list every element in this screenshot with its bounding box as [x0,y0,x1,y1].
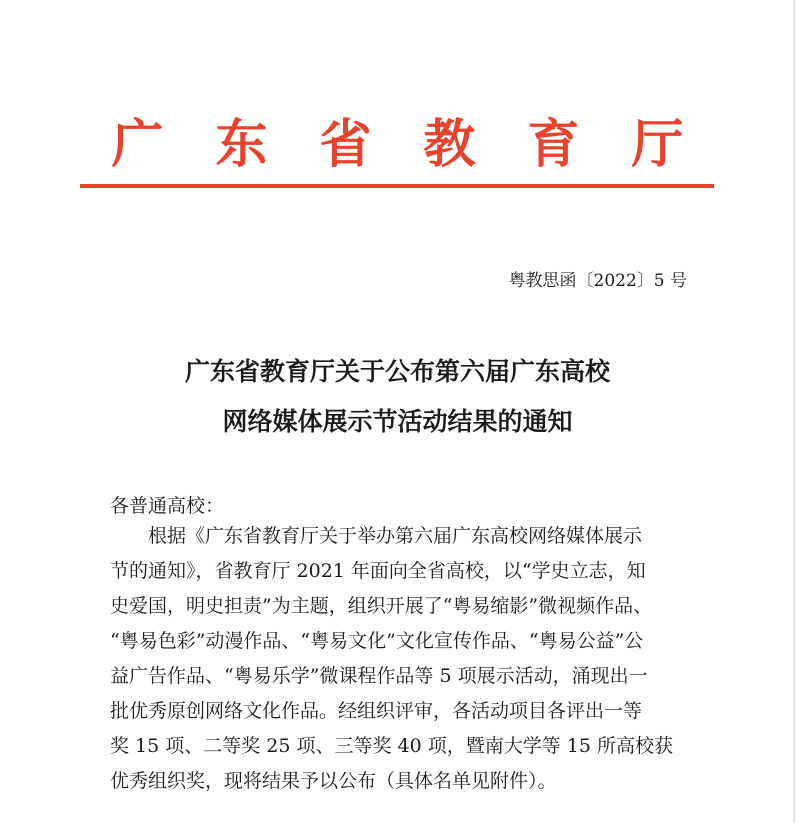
document-title [0,347,795,447]
document-title-line: 广东省教育厅关于公布第六届广东高校 [184,357,610,386]
body-line: 益广告作品、“粤易乐学”微课程作品等 5 项展示活动，涌现出一 [110,665,648,687]
body-line: 优秀组织奖，现将结果予以公布（具体名单见附件）。 [110,770,557,792]
letterhead-red-rule [80,184,714,188]
body-line: “粤易色彩”动漫作品、“粤易文化”文化宣传作品、“粤易公益”公 [110,630,644,652]
document-title-line: 网络媒体展示节活动结果的通知 [222,407,573,436]
body-paragraph [110,519,690,799]
body-line: 奖 15 项、二等奖 25 项、三等奖 40 项，暨南大学等 15 所高校获 [110,735,674,757]
body-line: 史爱国，明史担责”为主题，组织开展了“粤易缩影”微视频作品、 [110,595,653,617]
body-line: 节的通知》，省教育厅 2021 年面向全省高校，以“学史立志，知 [110,560,646,582]
letterhead-title: 广东省教育厅 [111,115,736,175]
body-line: 批优秀原创网络文化作品。经组织评审，各活动项目各评出一等 [110,700,643,722]
body-line: 根据《广东省教育厅关于举办第六届广东高校网络媒体展示 [148,525,643,547]
document-number: 粤教思函〔2022〕5 号 [508,271,687,291]
salutation: 各普通高校： [110,495,225,517]
